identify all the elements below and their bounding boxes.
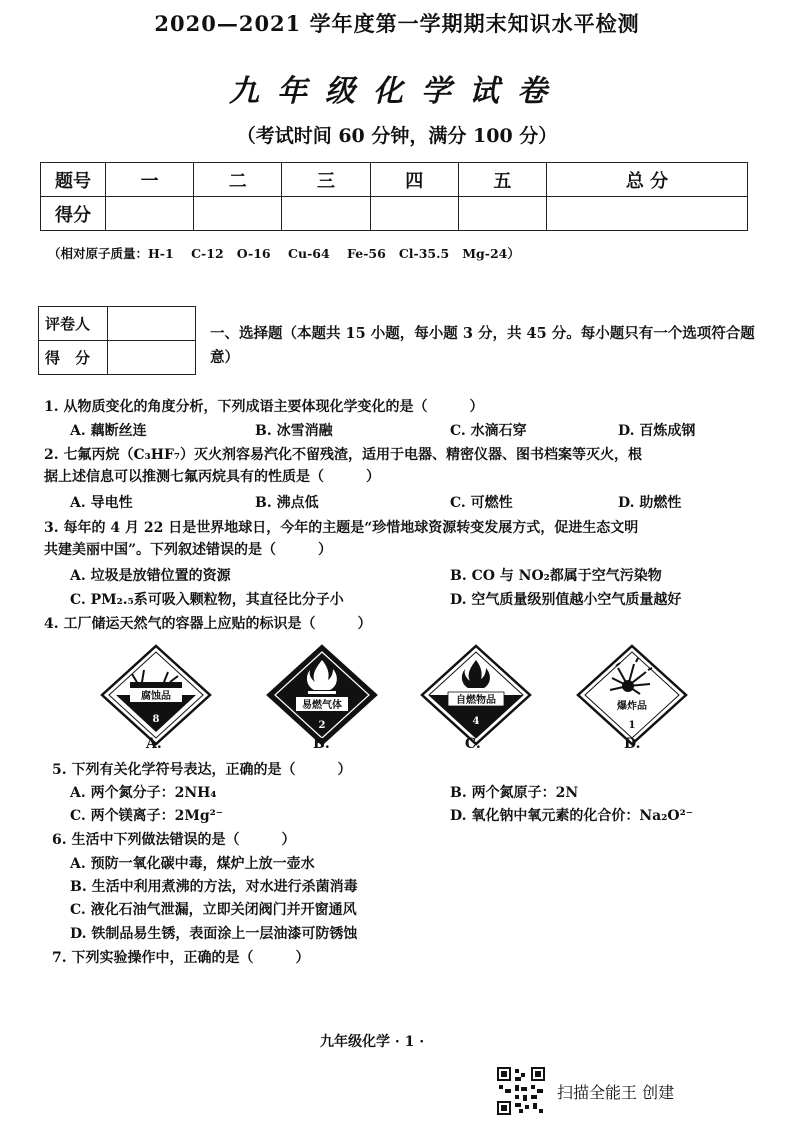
score-cell[interactable]: [194, 197, 282, 231]
hazard-sign-spontaneously-combustible[interactable]: [416, 642, 536, 748]
q4-option-d[interactable]: D.: [624, 736, 641, 752]
q5-option-b[interactable]: B. 两个氮原子：2N: [450, 785, 579, 801]
score-table: [40, 162, 748, 231]
q6-option-d[interactable]: D. 铁制品易生锈，表面涂上一层油漆可防锈蚀: [70, 926, 358, 942]
scanner-watermark: 扫描全能王 创建: [557, 1083, 675, 1102]
score-cell[interactable]: [547, 197, 748, 231]
score-table-header-row: [41, 163, 748, 197]
hazard-sign-corrosive[interactable]: [96, 642, 216, 748]
q3-option-d[interactable]: D. 空气质量级别值越小空气质量越好: [450, 592, 682, 608]
q1-option-b[interactable]: B. 冰雪消融: [255, 423, 333, 439]
question-6-stem: 6. 生活中下列做法错误的是（ ）: [52, 832, 296, 848]
hazard-label-c: 自燃物品: [456, 695, 496, 706]
score-table-score-row: [41, 197, 748, 231]
q4-option-b[interactable]: B.: [313, 736, 330, 752]
q1-option-a[interactable]: A. 藕断丝连: [70, 423, 147, 439]
q6-option-b[interactable]: B. 生活中利用煮沸的方法，对水进行杀菌消毒: [70, 879, 358, 895]
score-header-cell: 三: [282, 163, 370, 197]
hazard-sign-explosive[interactable]: [572, 642, 692, 748]
hazard-class-a: 8: [152, 714, 160, 725]
score-header-cell: 二: [194, 163, 282, 197]
question-5-stem: 5. 下列有关化学符号表达，正确的是（ ）: [52, 762, 352, 778]
q5-option-d[interactable]: D. 氧化钠中氧元素的化合价：Na₂O²⁻: [450, 808, 694, 824]
hazard-label-a: 腐蚀品: [141, 691, 171, 702]
hazard-sign-flammable-gas[interactable]: [262, 642, 382, 748]
question-1-stem: 1. 从物质变化的角度分析，下列成语主要体现化学变化的是（ ）: [44, 399, 484, 415]
grader-label: 评卷人: [39, 307, 108, 341]
q5-option-a[interactable]: A. 两个氮分子：2NH₄: [70, 785, 217, 801]
exam-duration: （考试时间 60 分钟，满分 100 分）: [236, 125, 558, 147]
score-header-cell: 五: [458, 163, 546, 197]
q2-option-a[interactable]: A. 导电性: [70, 495, 133, 511]
score-header-cell: 四: [370, 163, 458, 197]
question-2-stem-line2: 据上述信息可以推测七氟丙烷具有的性质是（ ）: [44, 469, 380, 485]
question-3-stem-line2: 共建美丽中国”。下列叙述错误的是（ ）: [44, 542, 333, 558]
q3-option-b[interactable]: B. CO 与 NO₂都属于空气污染物: [450, 568, 662, 584]
q2-option-b[interactable]: B. 沸点低: [255, 495, 319, 511]
atomic-masses-note: （相对原子质量：H-1 C-12 O-16 Cu-64 Fe-56 Cl-35.5 Mg-24）: [48, 246, 520, 261]
score-header-cell: 一: [106, 163, 194, 197]
hazard-class-b: 2: [318, 720, 326, 731]
exam-term-heading: 2020—2021 学年度第一学期期末知识水平检测: [154, 11, 640, 36]
grader-cell[interactable]: [108, 307, 196, 341]
score-cell[interactable]: [106, 197, 194, 231]
hazard-class-c: 4: [472, 716, 480, 727]
q6-option-c[interactable]: C. 液化石油气泄漏，立即关闭阀门并开窗通风: [70, 902, 357, 918]
hazard-label-d: 爆炸品: [617, 701, 647, 712]
grader-table: [38, 306, 196, 375]
page-footer: 九年级化学 · 1 ·: [320, 1034, 425, 1050]
section-1-heading: 一、选择题（本题共 15 小题，每小题 3 分，共 45 分。每小题只有一个选项符合题意）: [210, 325, 755, 366]
score-row-label: 得分: [41, 197, 106, 231]
q3-option-c[interactable]: C. PM₂.₅系可吸入颗粒物，其直径比分子小: [70, 592, 344, 608]
qr-code-icon: [497, 1067, 545, 1115]
section-score-cell[interactable]: [108, 341, 196, 375]
score-header-cell: 总 分: [547, 163, 748, 197]
q3-option-a[interactable]: A. 垃圾是放错位置的资源: [70, 568, 231, 584]
hazard-class-d: 1: [628, 720, 636, 731]
question-2-stem-line1: 2. 七氟丙烷（C₃HF₇）灭火剂容易汽化不留残渣，适用于电器、精密仪器、图书档案等灭火，根: [44, 447, 643, 463]
q6-option-a[interactable]: A. 预防一氧化碳中毒，煤炉上放一壶水: [70, 856, 315, 872]
score-cell[interactable]: [282, 197, 370, 231]
question-4-stem: 4. 工厂储运天然气的容器上应贴的标识是（ ）: [44, 616, 372, 632]
exam-title: 九年级化学试卷: [229, 74, 565, 109]
question-7-stem: 7. 下列实验操作中，正确的是（ ）: [52, 950, 310, 966]
q4-option-c[interactable]: C.: [465, 736, 481, 752]
q2-option-d[interactable]: D. 助燃性: [618, 495, 682, 511]
q5-option-c[interactable]: C. 两个镁离子：2Mg²⁻: [70, 808, 224, 824]
score-label: 得 分: [39, 341, 108, 375]
q2-option-c[interactable]: C. 可燃性: [450, 495, 513, 511]
q1-option-c[interactable]: C. 水滴石穿: [450, 423, 527, 439]
q1-option-d[interactable]: D. 百炼成钢: [618, 423, 696, 439]
question-3-stem-line1: 3. 每年的 4 月 22 日是世界地球日，今年的主题是“珍惜地球资源转变发展方式，促进生态文明: [44, 520, 639, 536]
score-header-cell: 题号: [41, 163, 106, 197]
hazard-label-b: 易燃气体: [302, 700, 342, 711]
q4-option-a[interactable]: A.: [146, 736, 162, 752]
score-cell[interactable]: [370, 197, 458, 231]
score-cell[interactable]: [458, 197, 546, 231]
